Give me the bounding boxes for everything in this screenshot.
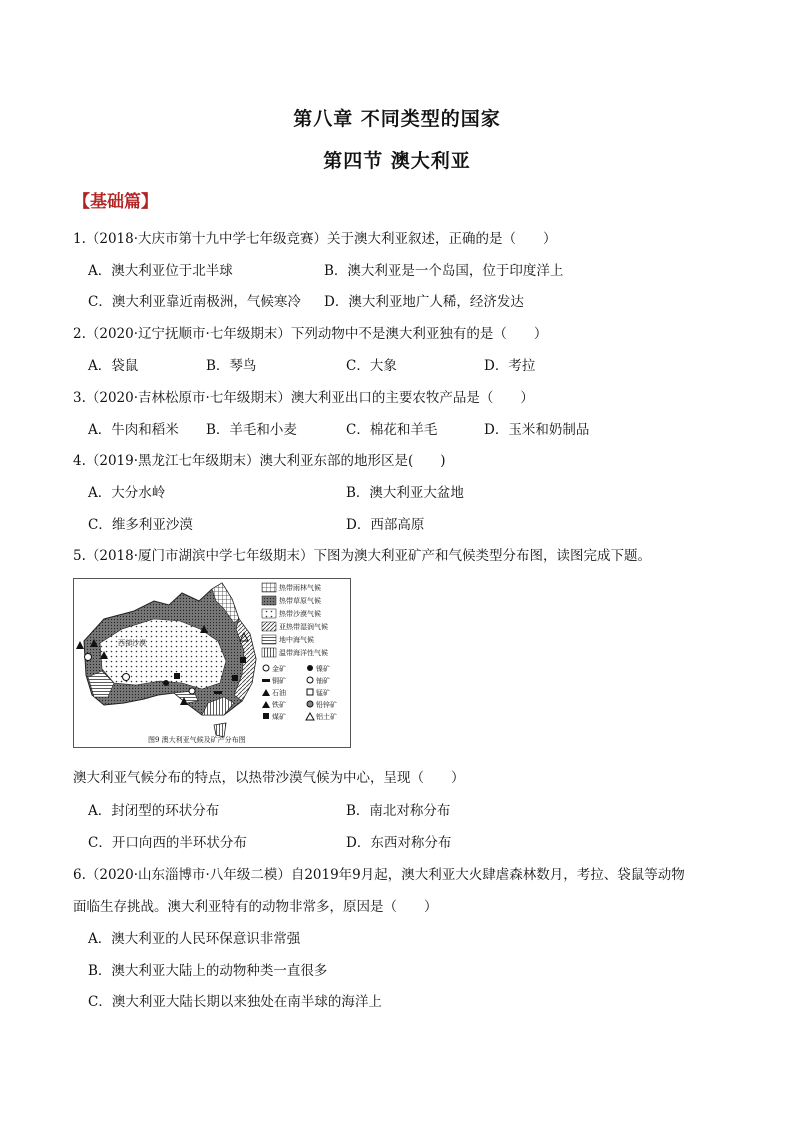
q4-option-d[interactable]: D．西部高原 xyxy=(346,517,425,533)
q1-stem: 1.（2018·大庆市第十九中学七年级竞赛）关于澳大利亚叙述，正确的是（ ） xyxy=(73,231,557,247)
legend-savanna: 热带草原气候 xyxy=(279,597,321,605)
q6-stem-line2: 面临生存挑战。澳大利亚特有的动物非常多，原因是（ ） xyxy=(73,899,438,915)
q2-stem: 2.（2020·辽宁抚顺市·七年级期末）下列动物中不是澳大利亚独有的是（ ） xyxy=(73,326,548,342)
section-title: 第四节 澳大利亚 xyxy=(323,150,471,172)
q2-option-b[interactable]: B．琴鸟 xyxy=(206,358,257,374)
gold-symbol xyxy=(123,674,130,681)
legend-iron: 铁矿 xyxy=(272,701,286,709)
q3-stem: 3.（2020·吉林松原市·七年级期末）澳大利亚出口的主要农牧产品是（ ） xyxy=(73,390,534,406)
q6-option-c[interactable]: C．澳大利亚大陆长期以来独处在南半球的海洋上 xyxy=(88,994,382,1010)
q1-option-b[interactable]: B．澳大利亚是一个岛国，位于印度洋上 xyxy=(324,263,564,279)
q5-option-b[interactable]: B．南北对称分布 xyxy=(346,803,451,819)
legend-temperate-oceanic: 温带海洋性气候 xyxy=(279,649,328,657)
legend-oil: 石油 xyxy=(272,689,286,697)
q2-option-c[interactable]: C．大象 xyxy=(346,358,397,374)
legend-mediterranean: 地中海气候 xyxy=(279,636,314,644)
legend-bauxite: 铝土矿 xyxy=(316,713,337,721)
q1-option-c[interactable]: C．澳大利亚靠近南极洲，气候寒冷 xyxy=(88,294,301,310)
q4-option-a[interactable]: A．大分水岭 xyxy=(88,485,166,501)
legend-rainforest: 热带雨林气候 xyxy=(279,584,321,592)
legend-lead-zinc: 铅锌矿 xyxy=(316,701,337,709)
q4-stem: 4.（2019·黑龙江七年级期末）澳大利亚东部的地形区是( ) xyxy=(73,453,446,469)
q6-option-a[interactable]: A．澳大利亚的人民环保意识非常强 xyxy=(88,931,301,947)
q4-option-b[interactable]: B．澳大利亚大盆地 xyxy=(346,485,464,501)
q2-option-d[interactable]: D．考拉 xyxy=(484,358,536,374)
q3-option-b[interactable]: B．羊毛和小麦 xyxy=(206,422,297,438)
q1-option-d[interactable]: D．澳大利亚地广人稀，经济发达 xyxy=(324,294,524,310)
legend-copper: 铜矿 xyxy=(272,677,286,685)
section-label: 【基础篇】 xyxy=(73,192,158,212)
q2-option-a[interactable]: A．袋鼠 xyxy=(88,358,139,374)
coal-symbol xyxy=(240,657,246,663)
coal-symbol xyxy=(232,675,238,681)
legend-uranium: 铀矿 xyxy=(316,677,330,685)
legend-nickel: 镍矿 xyxy=(316,665,330,673)
chapter-title: 第八章 不同类型的国家 xyxy=(293,108,501,130)
legend-manganese: 锰矿 xyxy=(316,689,330,697)
q4-option-c[interactable]: C．维多利亚沙漠 xyxy=(88,517,193,533)
oil-symbol xyxy=(76,641,84,649)
q6-stem-line1: 6.（2020·山东淄博市·八年级二模）自2019年9月起，澳大利亚大火肆虐森林数月，考拉、袋鼠等动物 xyxy=(73,867,685,883)
legend-coal: 煤矿 xyxy=(272,713,286,721)
q5-stem: 5.（2018·厦门市湖滨中学七年级期末）下图为澳大利亚矿产和气候类型分布图，读图完成下题。 xyxy=(73,548,652,564)
gold-symbol xyxy=(85,654,92,661)
q6-option-b[interactable]: B．澳大利亚大陆上的动物种类一直很多 xyxy=(88,963,328,979)
q3-option-c[interactable]: C．棉花和羊毛 xyxy=(346,422,438,438)
q3-option-a[interactable]: A．牛肉和稻米 xyxy=(88,422,179,438)
q5-option-a[interactable]: A．封闭型的环状分布 xyxy=(88,803,220,819)
figure-caption: 图9 澳大利亚气候及矿产分布图 xyxy=(148,736,246,744)
nickel-symbol xyxy=(163,680,169,686)
western-desert-label: 西部沙漠 xyxy=(118,639,146,647)
australia-map-figure xyxy=(73,578,351,748)
q5-sub-stem: 澳大利亚气候分布的特点，以热带沙漠气候为中心，呈现（ ） xyxy=(73,770,465,786)
copper-symbol xyxy=(214,691,222,694)
legend-desert: 热带沙漠气候 xyxy=(279,610,321,618)
uranium-symbol xyxy=(189,688,195,694)
q1-option-a[interactable]: A．澳大利亚位于北半球 xyxy=(88,263,233,279)
legend-gold: 金矿 xyxy=(272,665,286,673)
legend-subtropical-humid: 亚热带湿润气候 xyxy=(279,623,328,631)
q5-option-d[interactable]: D．东西对称分布 xyxy=(346,835,452,851)
q5-option-c[interactable]: C．开口向西的半环状分布 xyxy=(88,835,247,851)
australia-map xyxy=(74,579,350,747)
q3-option-d[interactable]: D．玉米和奶制品 xyxy=(484,422,590,438)
coal-symbol xyxy=(174,673,180,679)
